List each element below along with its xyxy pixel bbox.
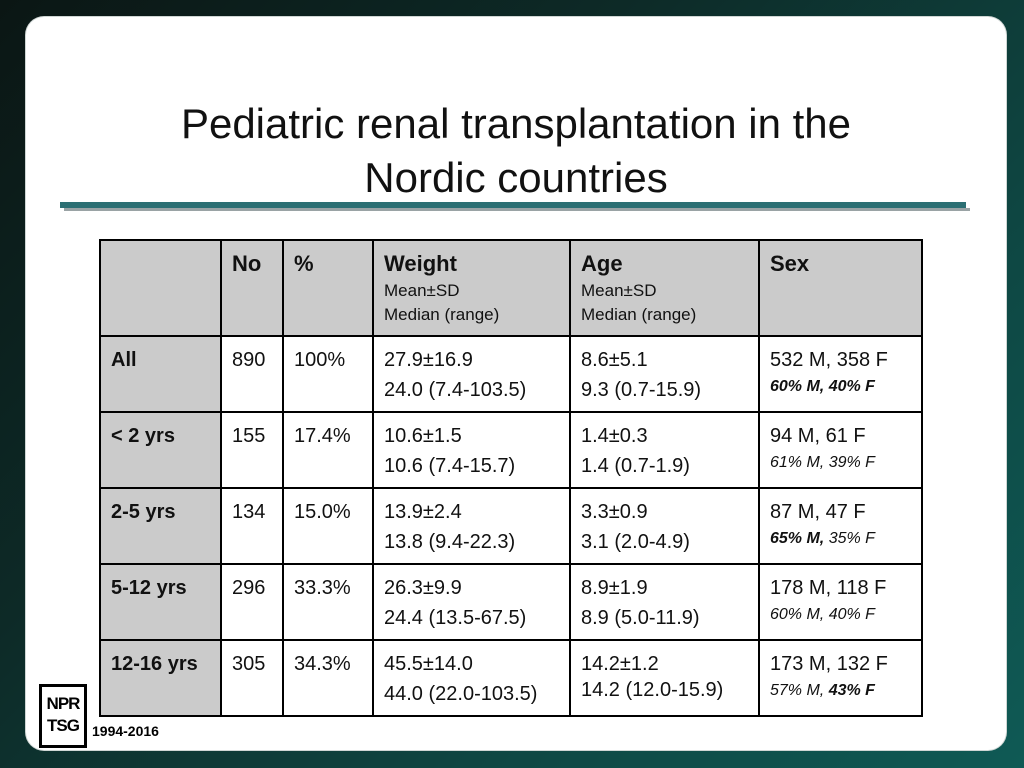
row-label: < 2 yrs bbox=[100, 412, 221, 488]
cell-pct: 33.3% bbox=[283, 564, 373, 640]
row-label: 5-12 yrs bbox=[100, 564, 221, 640]
cell-age bbox=[570, 564, 759, 640]
sex-count: 178 M, 118 F bbox=[770, 577, 887, 599]
row-label: All bbox=[100, 336, 221, 412]
header-weight-title: Weight bbox=[384, 251, 457, 276]
cell-weight bbox=[373, 336, 570, 412]
logo-line2: TSG bbox=[47, 716, 79, 735]
sex-percent bbox=[770, 375, 911, 399]
weight-mean: 10.6±1.5 bbox=[384, 425, 462, 447]
cell-pct: 100% bbox=[283, 336, 373, 412]
cell-age bbox=[570, 488, 759, 564]
cell-pct: 15.0% bbox=[283, 488, 373, 564]
cell-age bbox=[570, 336, 759, 412]
age-median: 8.9 (5.0-11.9) bbox=[581, 607, 700, 629]
cell-weight bbox=[373, 488, 570, 564]
cell-pct: 17.4% bbox=[283, 412, 373, 488]
slide bbox=[26, 17, 1006, 750]
header-age-title: Age bbox=[581, 251, 623, 276]
row-label: 12-16 yrs bbox=[100, 640, 221, 716]
sex-pct-m: 60% M, bbox=[770, 378, 825, 395]
transplant-table bbox=[99, 239, 923, 717]
cell-no: 134 bbox=[221, 488, 283, 564]
cell-age bbox=[570, 640, 759, 716]
sex-pct-m: 60% M, bbox=[770, 606, 825, 623]
sex-count: 532 M, 358 F bbox=[770, 349, 888, 371]
age-median: 3.1 (2.0-4.9) bbox=[581, 531, 690, 553]
header-pct: % bbox=[283, 240, 373, 336]
weight-median: 10.6 (7.4-15.7) bbox=[384, 455, 516, 477]
header-age bbox=[570, 240, 759, 336]
table-row bbox=[100, 640, 922, 716]
sex-pct-f: 35% F bbox=[828, 530, 875, 547]
sex-pct-f: 40% F bbox=[828, 606, 875, 623]
sex-percent bbox=[770, 603, 911, 627]
cell-sex bbox=[759, 564, 922, 640]
age-mean: 8.6±5.1 bbox=[581, 349, 648, 371]
table-row bbox=[100, 412, 922, 488]
cell-sex bbox=[759, 336, 922, 412]
sex-pct-m: 61% M, bbox=[770, 454, 825, 471]
weight-mean: 27.9±16.9 bbox=[384, 349, 473, 371]
weight-mean: 45.5±14.0 bbox=[384, 653, 473, 675]
header-no: No bbox=[221, 240, 283, 336]
weight-median: 24.0 (7.4-103.5) bbox=[384, 379, 527, 401]
sex-count: 94 M, 61 F bbox=[770, 425, 866, 447]
slide-title bbox=[26, 97, 1006, 205]
age-median: 14.2 (12.0-15.9) bbox=[581, 679, 724, 701]
sex-percent bbox=[770, 679, 911, 703]
sex-count: 87 M, 47 F bbox=[770, 501, 866, 523]
weight-median: 24.4 (13.5-67.5) bbox=[384, 607, 527, 629]
years-label: 1994-2016 bbox=[92, 723, 159, 739]
table-row bbox=[100, 488, 922, 564]
sex-pct-f: 39% F bbox=[828, 454, 875, 471]
header-weight bbox=[373, 240, 570, 336]
age-mean: 14.2±1.2 bbox=[581, 653, 659, 675]
cell-no: 305 bbox=[221, 640, 283, 716]
table-header-row bbox=[100, 240, 922, 336]
row-label: 2-5 yrs bbox=[100, 488, 221, 564]
cell-sex bbox=[759, 412, 922, 488]
cell-no: 296 bbox=[221, 564, 283, 640]
table-row bbox=[100, 564, 922, 640]
sex-pct-f: 40% F bbox=[828, 378, 875, 395]
age-mean: 3.3±0.9 bbox=[581, 501, 648, 523]
cell-weight bbox=[373, 412, 570, 488]
header-empty-cell bbox=[100, 240, 221, 336]
header-age-sub2: Median (range) bbox=[581, 305, 697, 324]
slide-title-line2: Nordic countries bbox=[364, 154, 668, 201]
cell-pct: 34.3% bbox=[283, 640, 373, 716]
cell-weight bbox=[373, 564, 570, 640]
cell-sex bbox=[759, 488, 922, 564]
weight-mean: 26.3±9.9 bbox=[384, 577, 462, 599]
sex-percent bbox=[770, 451, 911, 475]
logo-line1: NPR bbox=[46, 694, 80, 713]
age-median: 1.4 (0.7-1.9) bbox=[581, 455, 690, 477]
cell-no: 155 bbox=[221, 412, 283, 488]
sex-pct-m: 65% M, bbox=[770, 530, 825, 547]
nprtsg-logo bbox=[39, 684, 87, 748]
age-median: 9.3 (0.7-15.9) bbox=[581, 379, 702, 401]
header-sex: Sex bbox=[759, 240, 922, 336]
age-mean: 1.4±0.3 bbox=[581, 425, 648, 447]
sex-pct-f: 43% F bbox=[828, 682, 875, 699]
cell-age bbox=[570, 412, 759, 488]
cell-weight bbox=[373, 640, 570, 716]
sex-count: 173 M, 132 F bbox=[770, 653, 888, 675]
cell-sex bbox=[759, 640, 922, 716]
header-age-sub1: Mean±SD bbox=[581, 281, 657, 300]
age-mean: 8.9±1.9 bbox=[581, 577, 648, 599]
weight-median: 44.0 (22.0-103.5) bbox=[384, 683, 538, 705]
cell-no: 890 bbox=[221, 336, 283, 412]
table-row bbox=[100, 336, 922, 412]
title-divider bbox=[60, 202, 966, 208]
header-weight-sub1: Mean±SD bbox=[384, 281, 460, 300]
slide-title-line1: Pediatric renal transplantation in the bbox=[180, 100, 852, 147]
header-weight-sub2: Median (range) bbox=[384, 305, 500, 324]
title-divider-shadow bbox=[64, 208, 970, 211]
sex-pct-m: 57% M, bbox=[770, 682, 825, 699]
weight-mean: 13.9±2.4 bbox=[384, 501, 462, 523]
sex-percent bbox=[770, 527, 911, 551]
weight-median: 13.8 (9.4-22.3) bbox=[384, 531, 516, 553]
